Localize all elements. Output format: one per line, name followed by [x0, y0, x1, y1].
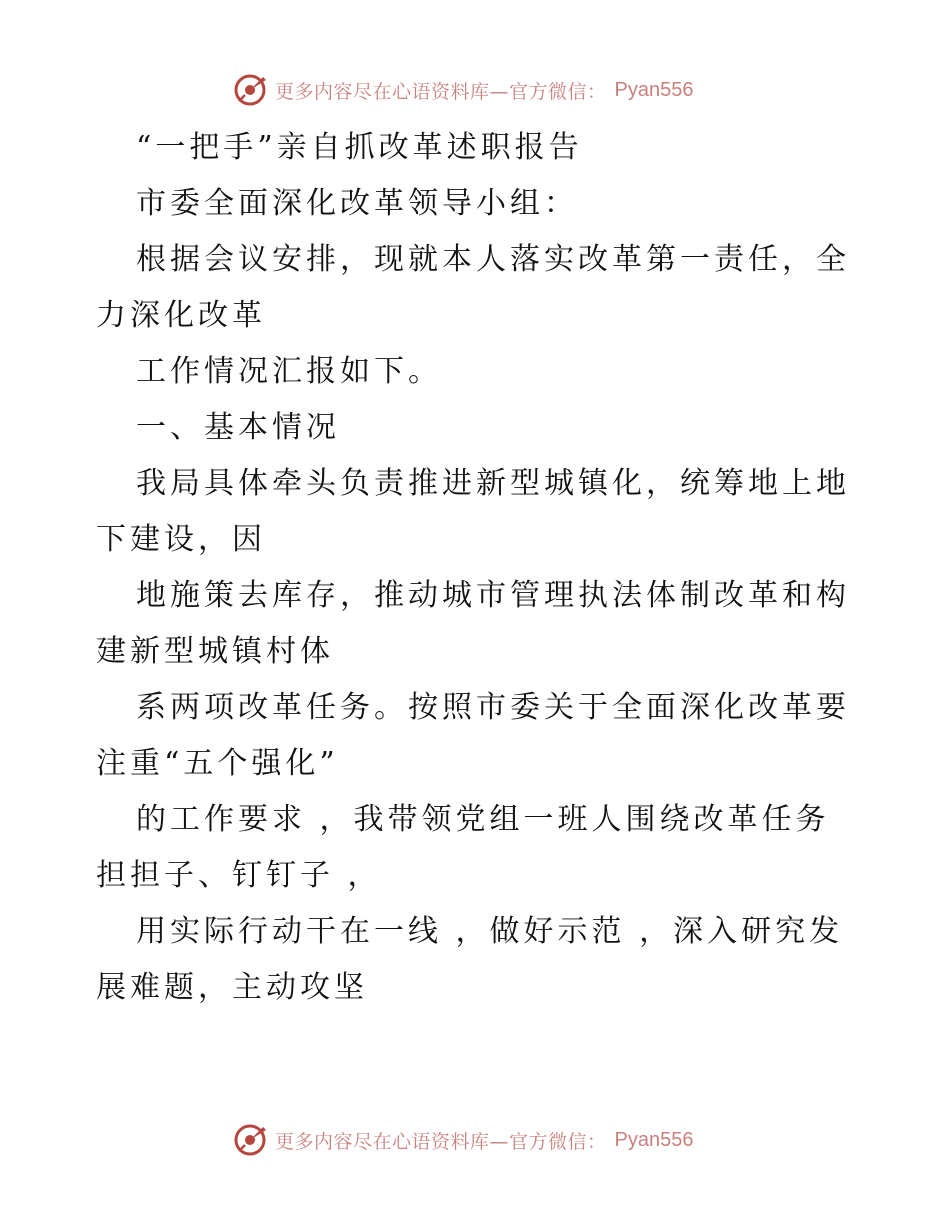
- paragraph-line: 根据会议安排，现就本人落实改革第一责任，全: [136, 242, 850, 277]
- banner-text: 更多内容尽在心语资料库—官方微信：: [275, 80, 607, 103]
- paragraph-line: 担担子、钉钉子 ，: [96, 858, 382, 893]
- quill-logo-icon: [233, 1123, 267, 1157]
- paragraph-line: 用实际行动干在一线 ，做好示范 ，深入研究发: [136, 914, 844, 949]
- paragraph-line: 我局具体牵头负责推进新型城镇化，统筹地上地: [136, 466, 850, 501]
- footer-watermark-banner: [233, 1120, 723, 1160]
- paragraph-line: 地施策去库存，推动城市管理执法体制改革和构: [136, 578, 850, 613]
- paragraph-line: 建新型城镇村体: [96, 634, 334, 669]
- banner-wechat-id: Pyan556: [614, 1128, 694, 1151]
- paragraph-line: 力深化改革: [96, 298, 266, 333]
- header-watermark-banner: [233, 70, 723, 110]
- paragraph-line: 工作情况汇报如下。: [136, 354, 442, 389]
- paragraph-line: 一、基本情况: [136, 410, 340, 445]
- document-body: [96, 120, 856, 1016]
- banner-wechat-id: Pyan556: [614, 78, 694, 101]
- paragraph-line: 的工作要求 ，我带领党组一班人围绕改革任务: [136, 802, 830, 837]
- paragraph-line: 下建设，因: [96, 522, 266, 557]
- paragraph-line: 注重“五个强化”: [96, 746, 339, 781]
- paragraph-line: 市委全面深化改革领导小组：: [136, 186, 578, 221]
- paragraph-line: 系两项改革任务。按照市委关于全面深化改革要: [136, 690, 850, 725]
- banner-text: 更多内容尽在心语资料库—官方微信：: [275, 1130, 607, 1153]
- paragraph-line: 展难题，主动攻坚: [96, 970, 368, 1005]
- quill-logo-icon: [233, 73, 267, 107]
- document-title: “一把手”亲自抓改革述职报告: [136, 130, 583, 165]
